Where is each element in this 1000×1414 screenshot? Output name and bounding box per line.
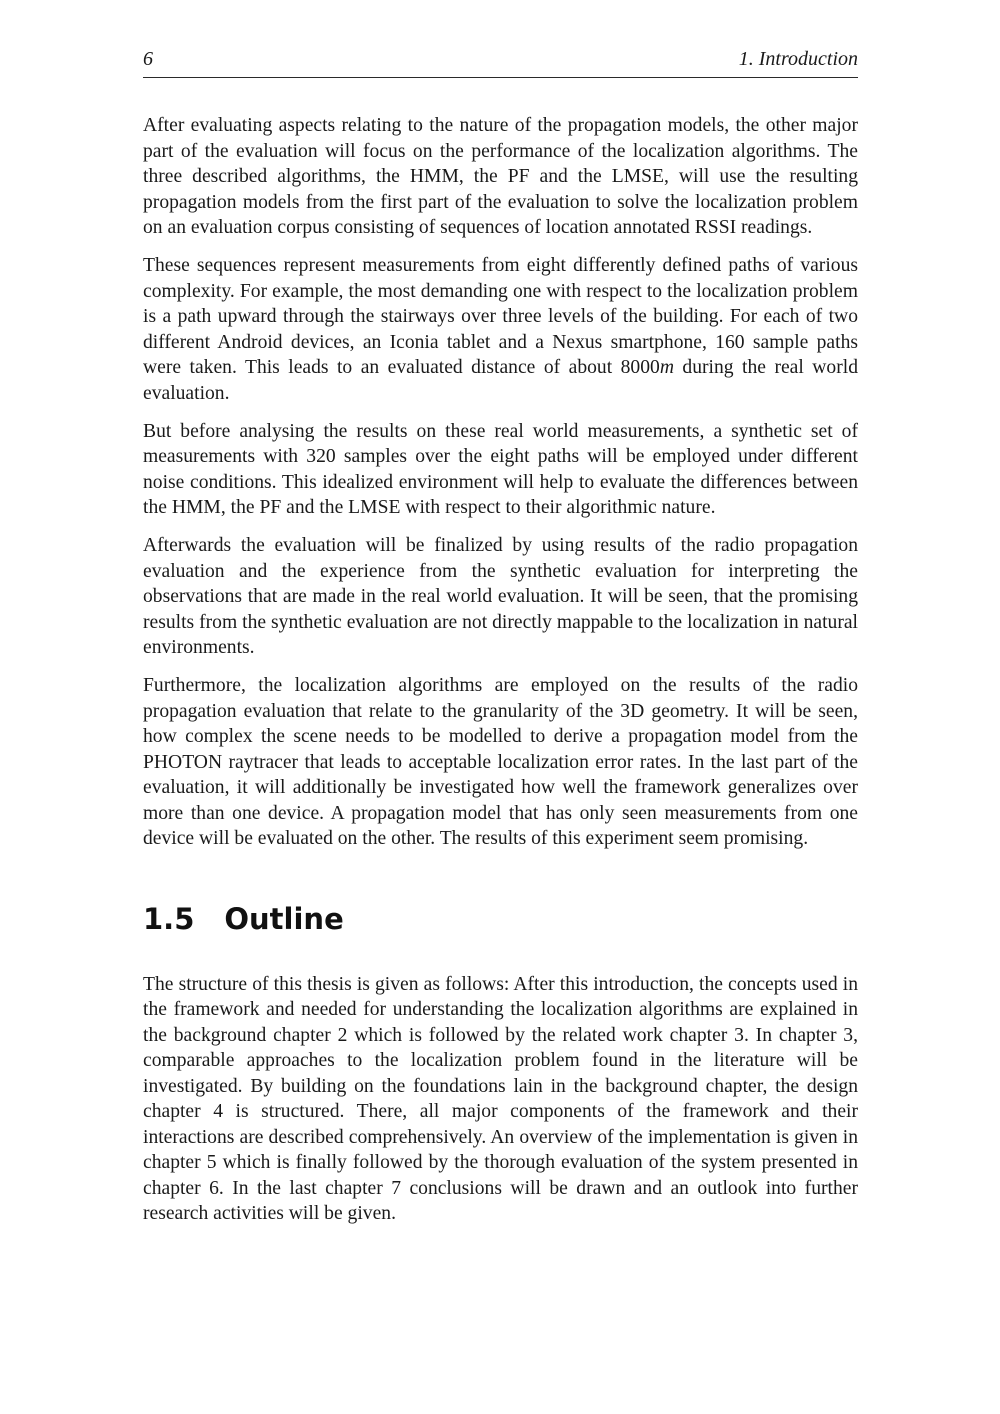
body-paragraph: The structure of this thesis is given as follows: After this introduction, the concepts used in the framework and needed for understanding the localization algorithms are explained in the background chapter 2 which is followed by the related work chapter 3. In chapter 3, comparable approaches to the localization problem found in the literature will be investigated. By building on the foundations lain in the background chapter, the design chapter 4 is structured. There, all major components of the framework and their interactions are described comprehensively. An overview of the implementation is given in chapter 5 which is finally followed by the thorough evaluation of the system presented in chapter 6. In the last chapter 7 conclusions will be drawn and an outlook into further research activities will be given. [143,973,858,1224]
section-number: 1.5 [143,901,195,936]
body-paragraph: But before analysing the results on these real world measurements, a synthetic set of measurements with 320 samples over the eight paths will be employed under different noise conditions. This idealized environment will help to evaluate the differences between the HMM, the PF and the LMSE with respect to their algorithmic nature. [143,420,858,518]
body-paragraph [143,253,858,406]
running-title: 1. Introduction [738,48,858,70]
paragraph-text: These sequences represent measurements from eight differently defined paths of various complexity. For example, the most demanding one with respect to the localization problem is a path upward through the stairways over three levels of the building. For each of two different Android devices, an Iconia tablet and a Nexus smartphone, 160 sample paths were taken. This leads to an evaluated distance of about 8000 [143,255,858,378]
body-paragraph: After evaluating aspects relating to the nature of the propagation models, the other major part of the evaluation will focus on the performance of the localization algorithms. The three described algorithms, the HMM, the PF and the LMSE, will use the resulting propagation models from the first part of the evaluation to solve the localization problem on an evaluation corpus consisting of sequences of location annotated RSSI readings. [143,115,858,238]
page-body [143,113,858,1227]
paragraph-text: during the real world evaluation. [143,357,858,404]
section-title: Outline [224,901,344,936]
body-paragraph: Furthermore, the localization algorithms are employed on the results of the radio propagation evaluation that relate to the granularity of the 3D geometry. It will be seen, how complex the scene needs to be modelled to derive a propagation model from the PHOTON raytracer that leads to acceptable localization error rates. In the last part of the evaluation, it will additionally be investigated how well the framework generalizes over more than one device. A propagation model that has only seen measurements from one device will be evaluated on the other. The results of this experiment seem promising. [143,675,858,849]
section-heading [143,903,858,935]
distance-unit: m [659,357,674,378]
page-header [143,48,858,78]
page-number: 6 [143,48,153,70]
body-paragraph: Afterwards the evaluation will be finalized by using results of the radio propagation evaluation and the experience from the synthetic evaluation for interpreting the observations that are made in the real world evaluation. It will be seen, that the promising results from the synthetic evaluation are not directly mappable to the localization in natural environments. [143,535,858,658]
